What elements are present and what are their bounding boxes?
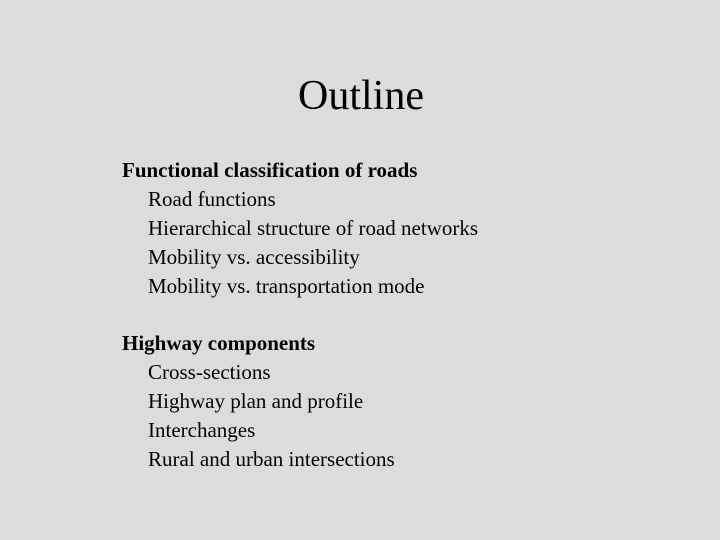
list-item: Rural and urban intersections [148, 447, 395, 471]
list-item: Road functions [148, 187, 276, 211]
list-item: Highway plan and profile [148, 389, 364, 413]
slide-title-text: Outline [298, 73, 424, 119]
list-item: Cross-sections [148, 360, 271, 384]
slide-title [0, 70, 720, 122]
section-items [122, 185, 682, 301]
outline-content [122, 156, 682, 502]
section-heading: Functional classification of roads [122, 158, 418, 182]
list-item: Mobility vs. accessibility [148, 245, 360, 269]
outline-section-functional-classification [122, 156, 682, 301]
list-item: Mobility vs. transportation mode [148, 274, 425, 298]
outline-section-highway-components [122, 329, 682, 474]
list-item: Interchanges [148, 418, 256, 442]
section-items [122, 358, 682, 474]
list-item: Hierarchical structure of road networks [148, 216, 479, 240]
section-heading: Highway components [122, 331, 316, 355]
